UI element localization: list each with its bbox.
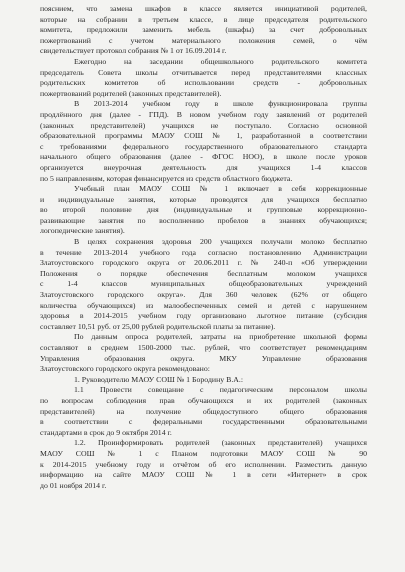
text-line: председатель Совета школы отчитывается перед представителями классных — [40, 67, 367, 77]
text-line: В 2013-2014 учебном году в школе функционировала группы — [74, 99, 367, 109]
text-line: составляет 10,51 руб. от 25,00 рублей родительской платы за питание). — [40, 321, 276, 331]
text-line: пожертвований с учетом материального положения семей, о чём — [40, 35, 367, 45]
text-line: по 5 направлениям, которая финансируется из средств областного бюджета. — [40, 173, 293, 183]
text-line: МАОУ СОШ № 1 с Планом подготовки МАОУ СОШ № 90 — [40, 448, 367, 458]
text-line: стандартами в срок до 9 октября 2014 г. — [40, 427, 172, 437]
text-line: во второй половине дня (индивидуальные и групповые коррекционно- — [40, 205, 367, 215]
text-line: представителей) на получение общедоступного общего образования — [40, 406, 367, 416]
text-line: по вопросам соблюдения прав обучающихся и их родителей (законных — [40, 395, 367, 405]
text-line: Златоустовского городского округа рекомендовано: — [40, 364, 210, 374]
paragraph-p2 — [40, 57, 367, 99]
text-line: до 01 ноября 2014 г. — [40, 480, 107, 490]
paragraph-p7 — [40, 375, 367, 386]
text-line: Ежегодно на заседании общешкольного родительского комитета — [74, 56, 367, 66]
text-line: По данным опроса родителей, затраты на приобретение школьной формы — [74, 332, 367, 342]
text-line: в соответствии с федеральными государственными образовательными — [40, 417, 367, 427]
text-line: Златоустовского городского округа от 20.06.2011 г. № 240-п «Об утверждении — [40, 258, 367, 268]
text-line: родительских комитетов об использовании средств - добровольных — [40, 78, 367, 88]
text-line: В целях сохранения здоровья 200 учащихся получали молоко бесплатно — [74, 237, 367, 247]
paragraph-p8 — [40, 385, 367, 438]
text-line: начального общего образования (далее - ФГОС НОО), в школе после уроков — [40, 152, 367, 162]
text-line: образовательной программы МАОУ СОШ № 1, разработанной в соответствии — [40, 131, 367, 141]
text-line: Управления образования округа. МКУ Управление образования — [40, 353, 367, 363]
paragraph-p9 — [40, 438, 367, 491]
text-line: составляют в среднем 1500-2000 тыс. рублей, что соответствует рекомендациям — [40, 343, 367, 352]
text-line: и индивидуальные занятия, которые проводятся для учащихся бесплатно — [40, 194, 367, 204]
text-line: пожертвований родителей (законных представителей). — [40, 88, 222, 98]
text-line: 1.2. Проинформировать родителей (законных представителей) учащихся — [74, 438, 367, 448]
text-line: количества обучающихся) из малообеспеченных семей и детей с нарушением — [40, 300, 367, 310]
text-line: Учебный план МАОУ СОШ № 1 включает в себя коррекционные — [74, 184, 367, 194]
paragraph-p5 — [40, 237, 367, 332]
text-line: пояснием, что замена шкафов в классе является инициативой родителей, — [40, 4, 367, 13]
text-line: с 1-4 классов муниципальных общеобразовательных учреждений — [40, 279, 367, 289]
paragraph-p6 — [40, 332, 367, 374]
text-line: логопедические занятия). — [40, 226, 125, 236]
paragraph-p3 — [40, 99, 367, 184]
text-line: 1. Руководителю МАОУ СОШ № 1 Бородину В.А.: — [74, 374, 244, 384]
text-line: Положения о порядке обеспечения бесплатным молоком учащихся — [40, 268, 367, 278]
text-line: к 2014-2015 учебному году и отчётом об его исполнении. Разместить данную — [40, 459, 367, 469]
text-line: развивающие занятия по восполнению пробелов в знаниях обучающихся; — [40, 215, 367, 225]
text-line: Златоустовского городского округа». Для 360 человек (62% от общего — [40, 290, 367, 300]
text-line: информацию на сайте МАОУ СОШ № 1 в сети «Интернет» в срок — [40, 470, 367, 480]
text-line: продлённого дня (далее - ГПД). В новом учебном году заявлений от родителей — [40, 109, 367, 119]
text-line: (законных представителей) учащихся не поступало. Согласно основной — [40, 120, 367, 130]
text-line: в течение 2013-2014 учебного года согласно постановлению Администрации — [40, 247, 367, 257]
text-line: комитета, предложили заменить мебель (шкафы) за счет добровольных — [40, 25, 367, 35]
text-line: которые на собрании в третьем классе, в лице председателя родительского — [40, 14, 367, 24]
text-line: с требованиями федерального государственного образовательного стандарта — [40, 141, 367, 151]
text-line: свидетельствует протокол собрания № 1 от 16.09.2014 г. — [40, 46, 227, 56]
text-line: 1.1 Провести совещание с педагогическим персоналом школы — [74, 385, 367, 395]
paragraph-p1 — [40, 4, 367, 57]
text-line: организуется внеурочная деятельность для учащихся 1-4 классов — [40, 162, 367, 172]
text-line: здоровья в 2014-2015 учебном году организовано льготное питание (субсидия — [40, 311, 367, 321]
paragraph-p4 — [40, 184, 367, 237]
